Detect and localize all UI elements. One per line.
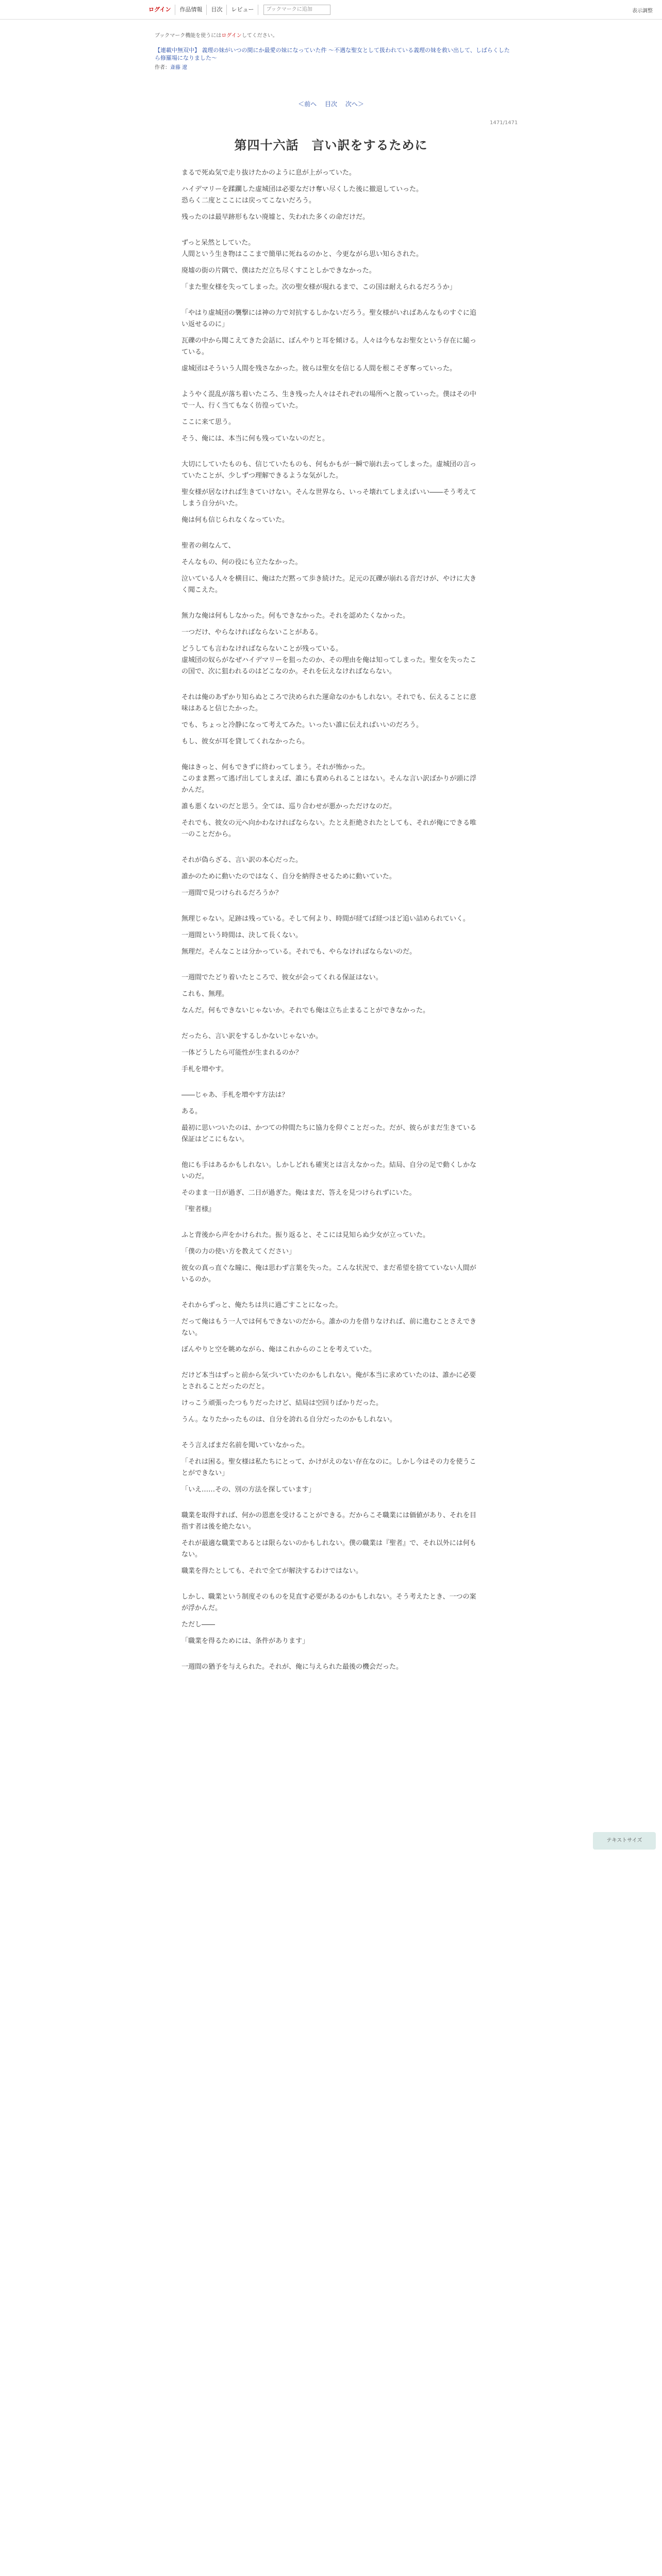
display-settings-link[interactable]: 表示調整 [632,8,653,14]
body-paragraph: 俺はきっと、何もできずに終わってしまう。それが怖かった。 このまま黙って逃げ出してしまえば、誰にも責められることはない。そんな言い訳ばかりが頭に浮かんだ。 [181,764,477,794]
body-paragraph: 「職業を得るためには、条件があります」 [181,1637,309,1645]
body-paragraph: ――じゃあ、手札を増やす方法は？ [181,1091,289,1099]
body-paragraph: これも、無理。 [181,990,229,998]
body-paragraph: うん。なりたかったものは、自分を誇れる自分だったのかもしれない。 [181,1416,396,1423]
body-paragraph: ぼんやりと空を眺めながら、俺はこれからのことを考えていた。 [181,1346,376,1353]
body-paragraph: 俺は何も信じられなくなっていた。 [181,516,289,524]
body-paragraph: 「それは困る。聖女様は私たちにとって、かけがえのない存在なのに。しかし今はその力を使うことができない」 [181,1458,476,1477]
body-paragraph: 泣いている人々を横目に、俺はただ黙って歩き続けた。足元の瓦礫が崩れる音だけが、やけに大きく聞こえた。 [181,575,477,594]
top-nav-bar [0,0,662,20]
next-chapter-link[interactable]: 次へ＞ [345,100,364,108]
body-paragraph: 『聖者様』 [181,1206,216,1213]
body-paragraph: 他にも手はあるかもしれない。しかしどれも確実とは言えなかった。結局、自分の足で動くしかないのだ。 [181,1161,477,1180]
body-paragraph: 最初に思いついたのは、かつての仲間たちに協力を仰ぐことだった。だが、彼らがまだ生きている保証はどこにもない。 [181,1124,477,1143]
body-paragraph: けっこう頑張ったつもりだったけど、結局は空回りばかりだった。 [181,1399,383,1407]
nav-reviews[interactable]: レビュー [227,5,258,15]
body-paragraph: ふと背後から声をかけられた。振り返ると、そこには見知らぬ少女が立っていた。 [181,1231,430,1239]
body-paragraph: 無理だ。そんなことは分かっている。それでも、やらなければならないのだ。 [181,948,417,956]
body-paragraph: そう、俺には、本当に何も残っていないのだと。 [181,435,329,443]
body-paragraph: それが偽らざる、言い訳の本心だった。 [181,856,303,864]
toc-link[interactable]: 目次 [324,100,337,108]
body-paragraph: そのまま一日が過ぎ、二日が過ぎた。俺はまだ、答えを見つけられずにいた。 [181,1189,416,1197]
body-paragraph: そう言えばまだ名前を聞いていなかった。 [181,1442,309,1449]
chapter-progress: 1471/1471 [490,120,518,126]
body-paragraph: 一つだけ、やらなければならないことがある。 [181,629,322,636]
body-paragraph: 虚城団はそういう人間を残さなかった。彼らは聖女を信じる人間を根こそぎ奪っていった。 [181,365,457,372]
body-paragraph: それでも、彼女の元へ向かわなければならない。たとえ拒絶されたとしても、それが俺にできる唯一のことだから。 [181,819,477,838]
body-paragraph: もし、彼女が耳を貸してくれなかったら。 [181,738,309,745]
body-paragraph: ここに来て思う。 [181,418,236,426]
body-paragraph: それは俺のあずかり知らぬところで決められた運命なのかもしれない。それでも、伝えることに意味はあると信じたかった。 [181,693,476,713]
body-paragraph: 一週間という時間は、決して長くない。 [181,931,303,939]
body-paragraph: だったら、言い訳をするしかないじゃないか。 [181,1032,323,1040]
body-paragraph: 誰も悪くないのだと思う。全ては、巡り合わせが悪かっただけなのだ。 [181,803,396,810]
body-paragraph: 一週間で見つけられるだろうか？ [181,889,283,897]
login-note-link[interactable]: ログイン [221,33,242,39]
body-paragraph: だって俺はもう一人では何もできないのだから。誰かの力を借りなければ、前に進むことさえできない。 [181,1318,477,1337]
body-paragraph: 職業を得たとしても、それで全てが解決するわけではない。 [181,1567,363,1575]
body-paragraph: 「やはり虚城団の襲撃には神の力で対抗するしかないだろう。聖女様がいればあんなものすぐに追い返せるのに」 [181,309,477,328]
body-paragraph: 無力な俺は何もしなかった。何もできなかった。それを認めたくなかった。 [181,612,410,620]
body-paragraph: ずっと呆然としていた。 人間という生き物はここまで簡単に死ねるのかと、今更ながら思い知らされた。 [181,239,423,258]
body-paragraph: 聖者の剣なんて、 [181,542,235,550]
body-paragraph: それが最適な職業であるとは限らないのかもしれない。僕の職業は『聖者』で、それ以外には何もない。 [181,1539,476,1558]
body-paragraph: 大切にしていたものも、信じていたものも、何もかもが一瞬で崩れ去ってしまった。虚城団の言っていたことが、少しずつ理解できるような気がした。 [181,461,477,480]
body-paragraph: 職業を取得すれば、何かの恩恵を受けることができる。だからこそ職業には価値があり、それを目指す者は後を絶たない。 [181,1512,477,1531]
body-paragraph: ハイデマリーを蹂躙した虚城団は必要なだけ奪い尽くした後に撤退していった。 恐らく二度とここには戻ってこないだろう。 [181,185,423,205]
body-paragraph: だけど本当はずっと前から気づいていたのかもしれない。俺が本当に求めていたのは、誰かに必要とされることだったのだと。 [181,1371,476,1391]
novel-title-link[interactable]: 【連載中無双中】 義理の妹がいつの間にか最愛の妹になっていた件 〜不遇な聖女として扱われている義理の妹を救い出して、しばらくしたら修羅場になりました〜 [155,47,510,61]
body-paragraph: 瓦礫の中から聞こえてきた会話に、ぼんやりと耳を傾ける。人々は今もなお聖女という存在に縋っている。 [181,337,477,356]
body-paragraph: 一週間の猶予を与えられた。それが、俺に与えられた最後の機会だった。 [181,1663,403,1671]
body-paragraph: そんなもの、何の役にも立たなかった。 [181,558,302,566]
login-note: ブックマーク機能を使うにはログインしてください。 [155,33,278,39]
body-paragraph: ようやく混乱が落ち着いたころ、生き残った人々はそれぞれの場所へと散っていった。僕はその中で一人、行く当てもなく彷徨っていた。 [181,391,477,410]
bookmark-add-button[interactable]: ブックマークに追加 [263,5,330,15]
author-link[interactable]: 斎藤 遼 [170,65,188,71]
body-paragraph: 聖女様が居なければ生きていけない。そんな世界なら、いっそ壊れてしまえばいい――そう考えてしまう自分がいた。 [181,488,477,507]
text-size-button[interactable]: テキストサイズ [593,1832,656,1850]
body-paragraph: 「いえ……その、別の方法を探しています」 [181,1486,316,1494]
body-paragraph: でも、ちょっと冷静になって考えてみた。いったい誰に伝えればいいのだろう。 [181,721,423,729]
body-paragraph: なんだ。何もできないじゃないか。それでも俺は立ち止まることができなかった。 [181,1007,430,1014]
top-nav-left [144,5,330,15]
body-paragraph: ただし―― [181,1621,216,1629]
body-paragraph: それからずっと、俺たちは共に過ごすことになった。 [181,1301,342,1309]
body-paragraph: ある。 [181,1108,202,1115]
body-paragraph: 手札を増やす。 [181,1065,228,1073]
body-paragraph: 誰かのために動いたのではなく、自分を納得させるために動いていた。 [181,873,396,880]
login-link[interactable]: ログイン [144,5,175,15]
pager-top [0,99,662,108]
body-paragraph: 一体どうしたら可能性が生まれるのか？ [181,1049,303,1057]
body-paragraph: しかし、職業という制度そのものを見直す必要があるのかもしれない。そう考えたとき、一つの案が浮かんだ。 [181,1593,476,1612]
chapter-title: 第四十六話 言い訳をするために [234,138,428,152]
body-paragraph: どうしても言わなければならないことが残っている。 虚城団の奴らがなぜハイデマリーを狙ったのか、その理由を俺は知ってしまった。聖女を失ったこの国で、次に狙われるのはどこなのか。それを伝えなければならない。 [181,645,477,675]
author-line: 作者：斎藤 遼 [155,65,188,71]
body-paragraph: まるで死ぬ気で走り抜けたかのように息が上がっていた。 [181,169,356,177]
body-paragraph: 無理じゃない。足跡は残っている。そして何より、時間が経てば経つほど追い詰められていく。 [181,915,470,923]
body-paragraph: 一週間でたどり着いたところで、彼女が会ってくれる保証はない。 [181,974,383,981]
body-paragraph: 「僕の力の使い方を教えてください」 [181,1248,296,1256]
body-paragraph: 残ったのは最早跡形もない廃墟と、失われた多くの命だけだ。 [181,213,370,221]
prev-chapter-link[interactable]: ＜前へ [298,100,317,108]
nav-toc[interactable]: 目次 [207,5,227,15]
nav-novel-info[interactable]: 作品情報 [175,5,207,15]
body-paragraph: 彼女の真っ直ぐな瞳に、俺は思わず言葉を失った。こんな状況で、まだ希望を捨てていない人間がいるのか。 [181,1264,476,1283]
body-paragraph: 廃墟の街の片隅で、僕はただ立ち尽くすことしかできなかった。 [181,267,376,275]
chapter-body [181,167,481,1678]
novel-header [155,31,510,71]
body-paragraph: 「また聖女様を失ってしまった。次の聖女様が現れるまで、この国は耐えられるだろうか」 [181,283,456,291]
